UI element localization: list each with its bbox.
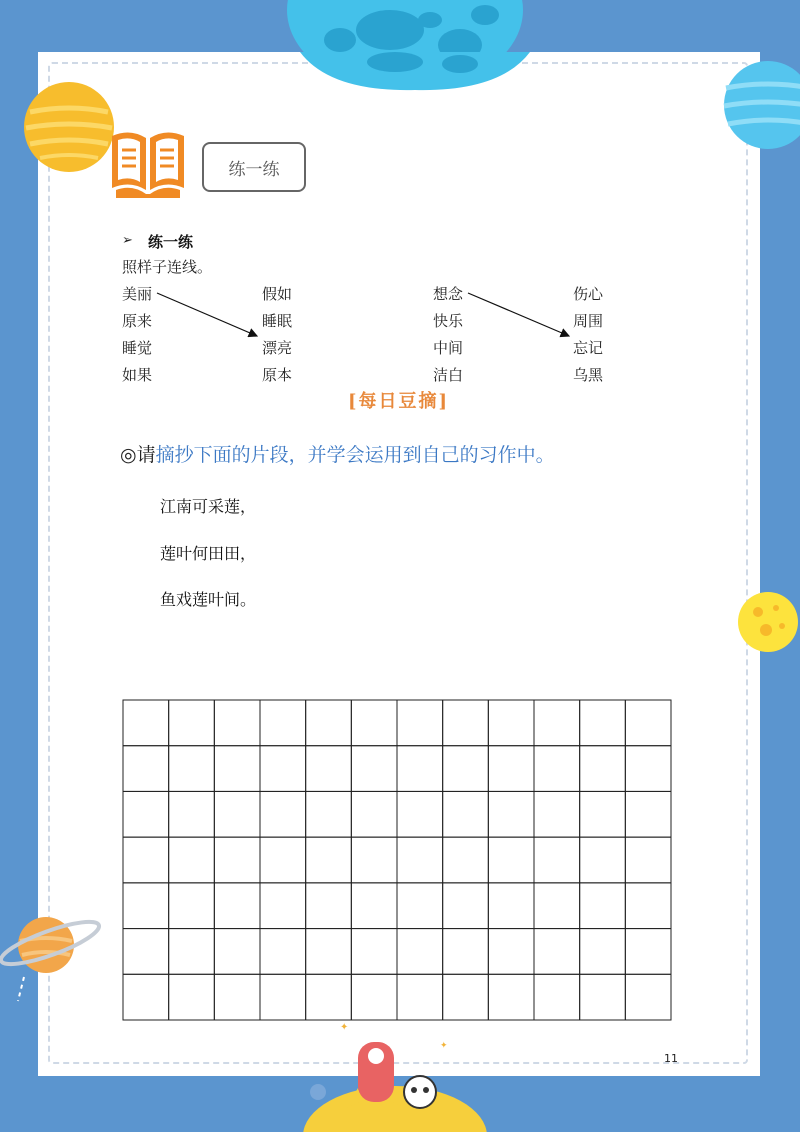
- grid-cell[interactable]: [169, 746, 215, 792]
- grid-cell[interactable]: [443, 791, 489, 837]
- grid-cell[interactable]: [443, 700, 489, 746]
- svg-text:✦: ✦: [340, 1022, 349, 1033]
- grid-cell[interactable]: [534, 837, 580, 883]
- grid-cell[interactable]: [214, 746, 260, 792]
- grid-cell[interactable]: [397, 974, 443, 1020]
- example-line-left: [157, 293, 257, 336]
- grid-cell[interactable]: [123, 974, 169, 1020]
- grid-cell[interactable]: [123, 791, 169, 837]
- grid-cell[interactable]: [488, 974, 534, 1020]
- grid-cell[interactable]: [123, 883, 169, 929]
- example-connect-lines: [0, 0, 800, 400]
- word: 原本: [262, 366, 293, 384]
- grid-cell[interactable]: [123, 837, 169, 883]
- grid-cell[interactable]: [260, 974, 306, 1020]
- grid-cell[interactable]: [306, 883, 352, 929]
- word: 忘记: [573, 339, 604, 357]
- grid-cell[interactable]: [534, 883, 580, 929]
- grid-cell[interactable]: [397, 700, 443, 746]
- word: 原来: [122, 312, 153, 330]
- rocket-decoration: [300, 1018, 490, 1132]
- word: 洁白: [433, 366, 464, 384]
- grid-cell[interactable]: [534, 746, 580, 792]
- grid-cell[interactable]: [169, 883, 215, 929]
- grid-cell[interactable]: [351, 791, 397, 837]
- grid-cell[interactable]: [625, 837, 671, 883]
- grid-cell[interactable]: [580, 791, 626, 837]
- grid-cell[interactable]: [580, 837, 626, 883]
- planet-saturn-decoration: [0, 905, 110, 1005]
- grid-cell[interactable]: [580, 746, 626, 792]
- grid-cell[interactable]: [214, 791, 260, 837]
- grid-cell[interactable]: [214, 837, 260, 883]
- grid-cell[interactable]: [260, 700, 306, 746]
- grid-cell[interactable]: [351, 883, 397, 929]
- grid-cell[interactable]: [580, 929, 626, 975]
- grid-cell[interactable]: [306, 746, 352, 792]
- grid-cell[interactable]: [397, 883, 443, 929]
- grid-cell[interactable]: [625, 746, 671, 792]
- word: 快乐: [433, 312, 464, 330]
- poem-line: 莲叶何田田，: [160, 544, 257, 563]
- grid-cell[interactable]: [397, 837, 443, 883]
- grid-cell[interactable]: [488, 700, 534, 746]
- word: 漂亮: [262, 339, 293, 357]
- daily-excerpt-label: [每日豆摘]: [348, 391, 450, 412]
- grid-cell[interactable]: [488, 929, 534, 975]
- grid-cell[interactable]: [351, 929, 397, 975]
- grid-cell[interactable]: [306, 791, 352, 837]
- grid-cell[interactable]: [625, 883, 671, 929]
- grid-cell[interactable]: [443, 929, 489, 975]
- grid-cell[interactable]: [397, 746, 443, 792]
- grid-cell[interactable]: [169, 974, 215, 1020]
- grid-cell[interactable]: [443, 883, 489, 929]
- word: 中间: [433, 339, 464, 357]
- grid-cell[interactable]: [351, 837, 397, 883]
- grid-cell[interactable]: [123, 700, 169, 746]
- word: 美丽: [122, 285, 153, 303]
- grid-cell[interactable]: [443, 837, 489, 883]
- example-line-right: [468, 293, 569, 336]
- exercise-instruction: 照样子连线。: [122, 258, 213, 276]
- grid-cell[interactable]: [625, 791, 671, 837]
- grid-cell[interactable]: [169, 837, 215, 883]
- prompt-text: 摘抄下面的片段，并学会运用到自己的习作中。: [155, 444, 555, 466]
- poem-line: 江南可采莲，: [160, 497, 257, 516]
- grid-cell[interactable]: [214, 929, 260, 975]
- grid-cell[interactable]: [306, 974, 352, 1020]
- grid-cell[interactable]: [214, 883, 260, 929]
- grid-cell[interactable]: [397, 929, 443, 975]
- grid-cell[interactable]: [351, 700, 397, 746]
- word: 伤心: [573, 285, 604, 303]
- word: 睡眠: [262, 312, 293, 330]
- grid-cell[interactable]: [534, 974, 580, 1020]
- word: 如果: [122, 366, 153, 384]
- grid-cell[interactable]: [260, 837, 306, 883]
- grid-cell[interactable]: [580, 974, 626, 1020]
- grid-cell[interactable]: [488, 791, 534, 837]
- grid-cell[interactable]: [306, 929, 352, 975]
- grid-cell[interactable]: [306, 700, 352, 746]
- arrow-bullet-icon: ➢: [122, 233, 133, 248]
- excerpt-prompt: [120, 440, 555, 467]
- grid-cell[interactable]: [488, 837, 534, 883]
- word: 周围: [573, 312, 604, 330]
- planet-moon-decoration: [736, 590, 800, 654]
- grid-cell[interactable]: [625, 929, 671, 975]
- grid-cell[interactable]: [214, 700, 260, 746]
- grid-cell[interactable]: [625, 974, 671, 1020]
- word: 假如: [262, 285, 293, 303]
- grid-cell[interactable]: [397, 791, 443, 837]
- grid-cell[interactable]: [169, 929, 215, 975]
- prompt-symbol: ◎: [120, 444, 137, 466]
- svg-text:✦: ✦: [440, 1041, 448, 1051]
- grid-cell[interactable]: [534, 700, 580, 746]
- page-number: 11: [664, 1052, 678, 1065]
- grid-cell[interactable]: [260, 746, 306, 792]
- word: 睡觉: [122, 339, 153, 357]
- grid-cell[interactable]: [169, 700, 215, 746]
- grid-cell[interactable]: [534, 929, 580, 975]
- grid-cell[interactable]: [123, 746, 169, 792]
- grid-cell[interactable]: [306, 837, 352, 883]
- grid-cell[interactable]: [260, 883, 306, 929]
- grid-cell[interactable]: [351, 974, 397, 1020]
- exercise-heading: 练一练: [148, 233, 194, 251]
- prompt-first-char: 请: [136, 444, 156, 466]
- writing-grid[interactable]: [122, 699, 672, 1021]
- grid-cell[interactable]: [488, 883, 534, 929]
- grid-cell[interactable]: [580, 700, 626, 746]
- grid-cell[interactable]: [123, 929, 169, 975]
- grid-cell[interactable]: [534, 791, 580, 837]
- grid-cell[interactable]: [443, 974, 489, 1020]
- grid-cell[interactable]: [443, 746, 489, 792]
- grid-cell[interactable]: [260, 791, 306, 837]
- grid-cell[interactable]: [625, 700, 671, 746]
- word: 想念: [433, 285, 464, 303]
- grid-cell[interactable]: [169, 791, 215, 837]
- word: 乌黑: [573, 366, 604, 384]
- poem-line: 鱼戏莲叶间。: [160, 590, 257, 609]
- section-title: 练一练: [228, 159, 280, 180]
- grid-cell[interactable]: [351, 746, 397, 792]
- grid-cell[interactable]: [214, 974, 260, 1020]
- grid-cell[interactable]: [488, 746, 534, 792]
- grid-cell[interactable]: [260, 929, 306, 975]
- grid-cell[interactable]: [580, 883, 626, 929]
